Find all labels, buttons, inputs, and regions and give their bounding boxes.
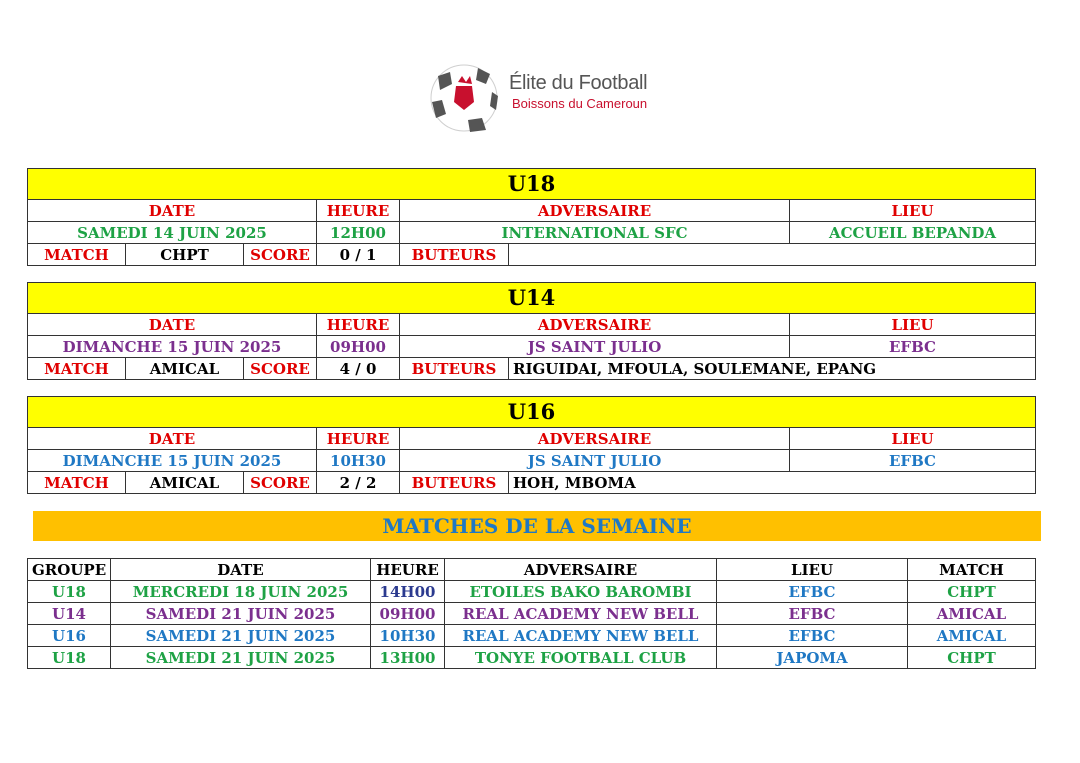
block-title: U16 bbox=[28, 397, 1036, 428]
logo bbox=[428, 62, 668, 134]
lieu-header: LIEU bbox=[790, 314, 1036, 336]
table-row bbox=[28, 603, 1036, 625]
date-header: DATE bbox=[28, 200, 317, 222]
results-table-u14 bbox=[27, 282, 1036, 380]
table-row bbox=[28, 581, 1036, 603]
venue: EFBC bbox=[790, 450, 1036, 472]
group-cell: U16 bbox=[28, 625, 111, 647]
lieu-header: LIEU bbox=[790, 200, 1036, 222]
venue-cell: JAPOMA bbox=[717, 647, 908, 669]
match-type-cell: AMICAL bbox=[908, 625, 1036, 647]
time-cell: 13H00 bbox=[371, 647, 445, 669]
block-title: U18 bbox=[28, 169, 1036, 200]
brand-title: Élite du Football bbox=[509, 72, 648, 94]
heure-header: HEURE bbox=[317, 200, 400, 222]
opponent-cell: TONYE FOOTBALL CLUB bbox=[445, 647, 717, 669]
score-value: 2 / 2 bbox=[317, 472, 400, 494]
opponent: INTERNATIONAL SFC bbox=[400, 222, 790, 244]
table-header-row bbox=[28, 559, 1036, 581]
match-label: MATCH bbox=[28, 244, 126, 266]
match-time: 12H00 bbox=[317, 222, 400, 244]
week-schedule-table bbox=[27, 558, 1036, 669]
date-header: DATE bbox=[28, 428, 317, 450]
match-date: DIMANCHE 15 JUIN 2025 bbox=[28, 450, 317, 472]
venue-cell: EFBC bbox=[717, 581, 908, 603]
group-cell: U18 bbox=[28, 647, 111, 669]
date-cell: SAMEDI 21 JUIN 2025 bbox=[111, 625, 371, 647]
opponent-cell: REAL ACADEMY NEW BELL bbox=[445, 625, 717, 647]
scorers: RIGUIDAI, MFOULA, SOULEMANE, EPANG bbox=[509, 358, 1036, 380]
column-header: ADVERSAIRE bbox=[445, 559, 717, 581]
buteurs-label: BUTEURS bbox=[400, 244, 509, 266]
scorers: HOH, MBOMA bbox=[509, 472, 1036, 494]
results-table-u18 bbox=[27, 168, 1036, 266]
heure-header: HEURE bbox=[317, 314, 400, 336]
match-time: 09H00 bbox=[317, 336, 400, 358]
match-time: 10H30 bbox=[317, 450, 400, 472]
score-label: SCORE bbox=[244, 358, 317, 380]
date-cell: MERCREDI 18 JUIN 2025 bbox=[111, 581, 371, 603]
buteurs-label: BUTEURS bbox=[400, 472, 509, 494]
column-header: LIEU bbox=[717, 559, 908, 581]
soccer-ball-icon bbox=[428, 62, 504, 134]
table-row bbox=[28, 625, 1036, 647]
match-date: DIMANCHE 15 JUIN 2025 bbox=[28, 336, 317, 358]
venue: EFBC bbox=[790, 336, 1036, 358]
block-title: U14 bbox=[28, 283, 1036, 314]
date-cell: SAMEDI 21 JUIN 2025 bbox=[111, 603, 371, 625]
match-type-cell: CHPT bbox=[908, 581, 1036, 603]
match-type: AMICAL bbox=[126, 472, 244, 494]
score-value: 4 / 0 bbox=[317, 358, 400, 380]
time-cell: 09H00 bbox=[371, 603, 445, 625]
date-cell: SAMEDI 21 JUIN 2025 bbox=[111, 647, 371, 669]
group-cell: U18 bbox=[28, 581, 111, 603]
match-type: AMICAL bbox=[126, 358, 244, 380]
opponent-cell: ETOILES BAKO BAROMBI bbox=[445, 581, 717, 603]
match-type: CHPT bbox=[126, 244, 244, 266]
match-date: SAMEDI 14 JUIN 2025 bbox=[28, 222, 317, 244]
date-header: DATE bbox=[28, 314, 317, 336]
results-table-u16 bbox=[27, 396, 1036, 494]
match-label: MATCH bbox=[28, 472, 126, 494]
adversaire-header: ADVERSAIRE bbox=[400, 428, 790, 450]
heure-header: HEURE bbox=[317, 428, 400, 450]
time-cell: 10H30 bbox=[371, 625, 445, 647]
column-header: MATCH bbox=[908, 559, 1036, 581]
score-label: SCORE bbox=[244, 244, 317, 266]
score-value: 0 / 1 bbox=[317, 244, 400, 266]
scorers bbox=[509, 244, 1036, 266]
venue: ACCUEIL BEPANDA bbox=[790, 222, 1036, 244]
match-type-cell: CHPT bbox=[908, 647, 1036, 669]
column-header: GROUPE bbox=[28, 559, 111, 581]
opponent: JS SAINT JULIO bbox=[400, 450, 790, 472]
opponent-cell: REAL ACADEMY NEW BELL bbox=[445, 603, 717, 625]
time-cell: 14H00 bbox=[371, 581, 445, 603]
lieu-header: LIEU bbox=[790, 428, 1036, 450]
group-cell: U14 bbox=[28, 603, 111, 625]
score-label: SCORE bbox=[244, 472, 317, 494]
buteurs-label: BUTEURS bbox=[400, 358, 509, 380]
venue-cell: EFBC bbox=[717, 625, 908, 647]
opponent: JS SAINT JULIO bbox=[400, 336, 790, 358]
match-label: MATCH bbox=[28, 358, 126, 380]
adversaire-header: ADVERSAIRE bbox=[400, 314, 790, 336]
adversaire-header: ADVERSAIRE bbox=[400, 200, 790, 222]
venue-cell: EFBC bbox=[717, 603, 908, 625]
brand-subtitle: Boissons du Cameroun bbox=[512, 96, 648, 111]
match-type-cell: AMICAL bbox=[908, 603, 1036, 625]
column-header: DATE bbox=[111, 559, 371, 581]
column-header: HEURE bbox=[371, 559, 445, 581]
table-row bbox=[28, 647, 1036, 669]
week-banner: MATCHES DE LA SEMAINE bbox=[33, 511, 1041, 541]
